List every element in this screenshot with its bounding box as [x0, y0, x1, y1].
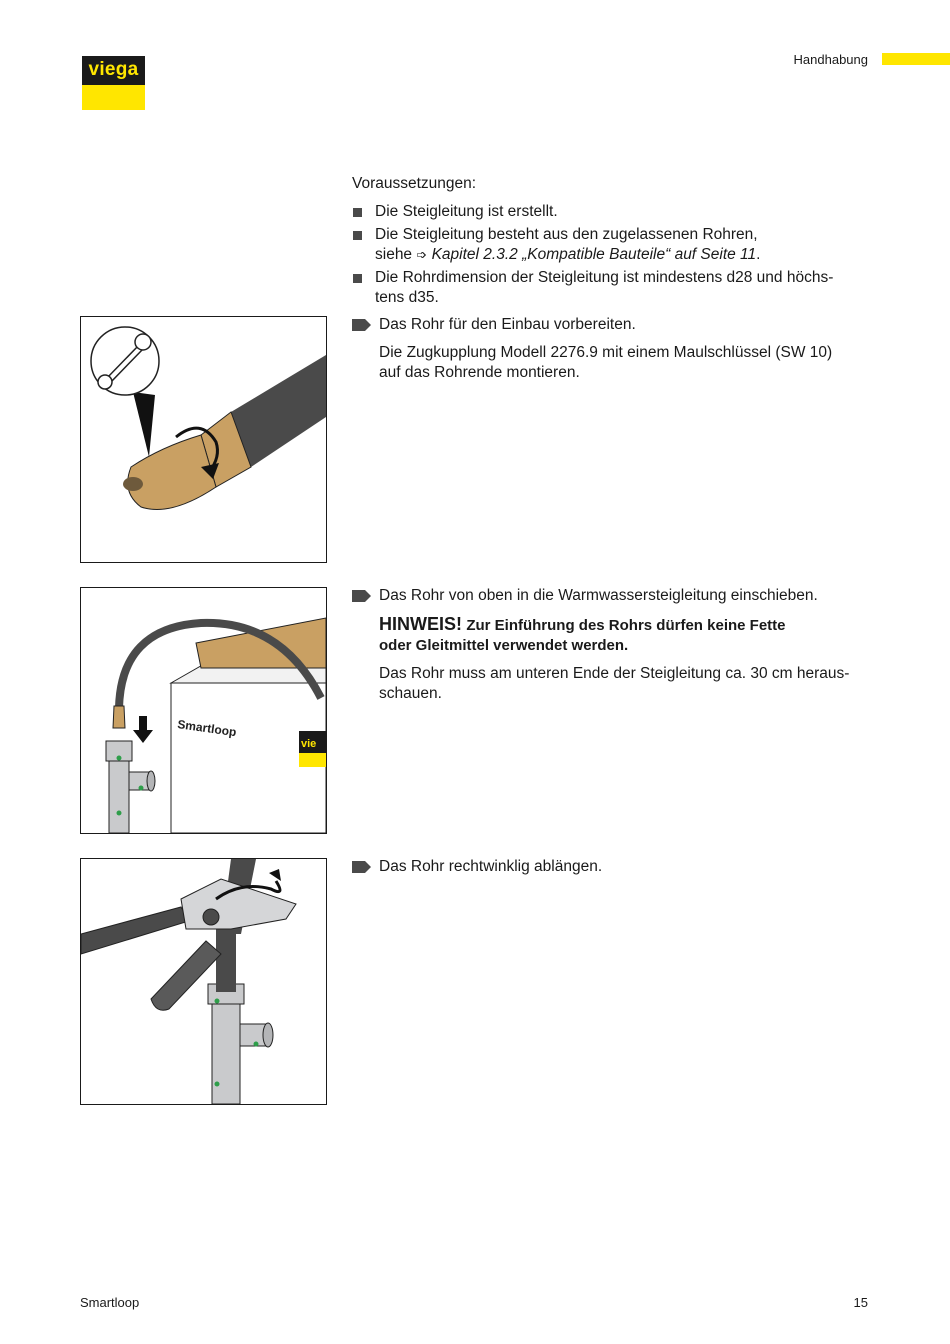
list-item: Die Steigleitung ist erstellt. [352, 202, 872, 222]
list-item: Die Rohrdimension der Steigleitung ist mindestens d28 und höchs- tens d35. [352, 268, 872, 308]
link-arrow-icon: ➩ [416, 247, 428, 262]
header-section-title: Handhabung [793, 52, 868, 67]
step-2 [352, 586, 872, 704]
step-1 [352, 315, 872, 383]
step-instruction: Das Rohr von oben in die Warmwassersteigleitung einschieben. [379, 587, 818, 604]
box-logo-text: vie [301, 738, 317, 750]
step-instruction: Das Rohr für den Einbau vorbereiten. [379, 316, 636, 333]
bullet-square-icon [353, 208, 362, 217]
coupling-hole [123, 477, 143, 491]
notice [352, 614, 872, 656]
cutter-handle [81, 907, 189, 954]
step-detail: auf das Rohrende montieren. [379, 364, 580, 381]
step-arrow-icon [352, 590, 371, 602]
page-number: 15 [853, 1295, 868, 1310]
notice-text: Zur Einführung des Rohrs dürfen keine Fette [466, 617, 786, 634]
callout-pointer [133, 392, 155, 457]
coupling-tip [128, 435, 216, 510]
chapter-link[interactable]: Kapitel 2.3.2 „Kompatible Bauteile“ auf Seite 11 [431, 246, 757, 263]
step-arrow-icon [352, 861, 371, 873]
figure-pipe-insertion [80, 587, 327, 834]
prerequisites [352, 174, 872, 311]
header-yellow-bar [882, 53, 950, 65]
figure-coupling-mount [80, 316, 327, 563]
bullet-square-icon [353, 231, 362, 240]
pipe-illustration [216, 924, 236, 992]
down-arrow-icon [133, 716, 153, 743]
list-item: Die Steigleitung besteht aus den zugelassenen Rohren, siehe ➩ Kapitel 2.3.2 „Kompatible Bauteile“ auf Seite 11. [352, 225, 872, 265]
prerequisites-list [352, 202, 872, 308]
viega-logo [82, 56, 145, 110]
step-detail: schauen. [379, 685, 442, 702]
step-arrow-icon [352, 319, 371, 331]
footer-product: Smartloop [80, 1295, 140, 1310]
step-instruction: Das Rohr rechtwinklig ablängen. [379, 858, 603, 875]
notice-text: oder Gleitmittel verwendet werden. [379, 637, 629, 654]
logo-yellow-block [82, 85, 145, 110]
bullet-square-icon [353, 274, 362, 283]
step-3 [352, 857, 872, 885]
prerequisites-heading: Voraussetzungen: [352, 175, 477, 192]
box-label: Smartloop [176, 717, 238, 740]
figure-pipe-cutting [80, 858, 327, 1105]
tee-fitting [106, 741, 155, 833]
step-detail: Die Zugkupplung Modell 2276.9 mit einem Maulschlüssel (SW 10) [379, 344, 833, 361]
tee-fitting [208, 984, 273, 1104]
coupling-tip [113, 706, 125, 728]
step-detail: Das Rohr muss am unteren Ende der Steigleitung ca. 30 cm heraus- [379, 665, 850, 682]
notice-label: HINWEIS! [379, 614, 462, 634]
logo-text: viega [82, 56, 145, 85]
